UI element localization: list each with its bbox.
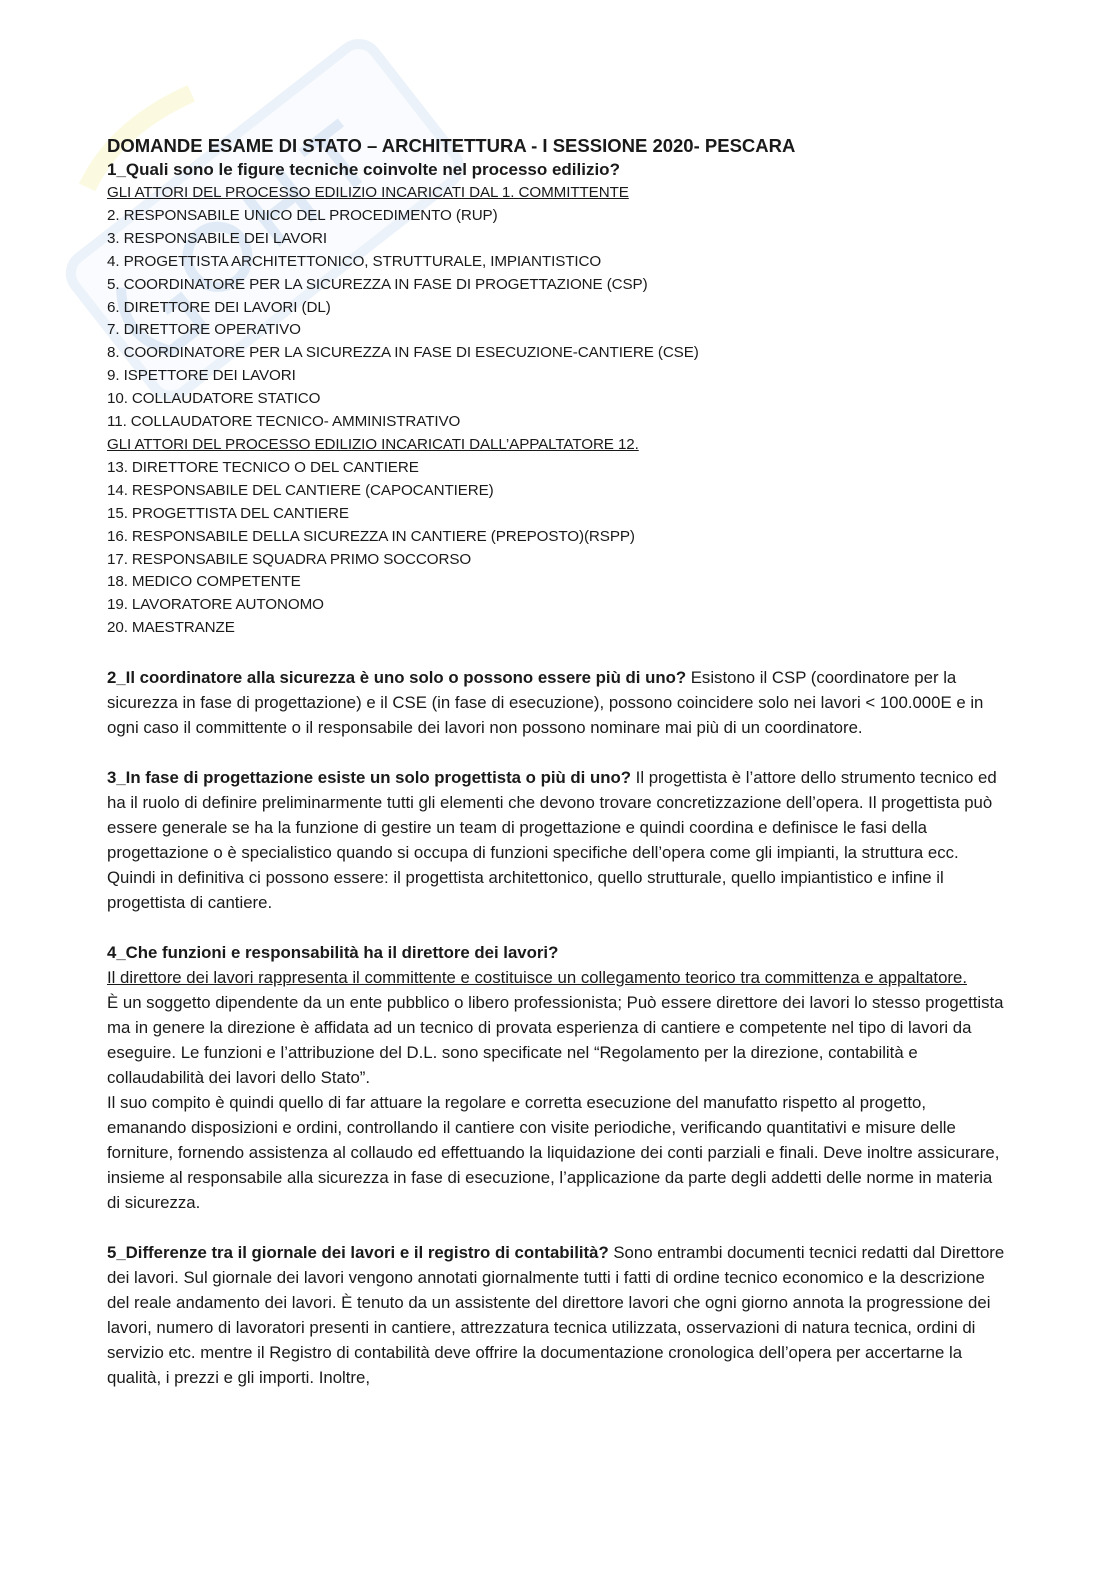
list-item: 4. PROGETTISTA ARCHITETTONICO, STRUTTURALE, IMPIANTISTICO [107,252,602,270]
list-item: 11. COLLAUDATORE TECNICO- AMMINISTRATIVO [107,413,461,431]
document-title: DOMANDE ESAME DI STATO – ARCHITETTURA - I SESSIONE 2020- PESCARA [107,135,796,156]
list-item: 8. COORDINATORE PER LA SICUREZZA IN FASE DI ESECUZIONE-CANTIERE (CSE) [107,344,699,362]
answer-5: Sono entrambi documenti tecnici redatti dal Direttore dei lavori. Sul giornale dei lavori vengono annotati giornalmente tutti i fatti di ordine tecnico economico e la descrizione del reale andamento dei lavori. È tenuto da un assistente del direttore lavori che ogni giorno annota la progressione dei lavori, numero di lavoratori presenti in cantiere, attrezzatura tecnica utilizzata, osservazioni di natura tecnica, ordini di servizio etc. mentre il Registro di contabilità deve offrire la documentazione cronologica dell’opera per accertarne la qualità, i prezzi e gli importi. Inoltre, [107,1243,1005,1388]
question-3-paragraph [107,765,1007,915]
list-item: 16. RESPONSABILE DELLA SICUREZZA IN CANTIERE (PREPOSTO)(RSPP) [107,527,635,545]
answer-4-underlined: Il direttore dei lavori rappresenta il committente e costituisce un collegamento teorico tra committenza e appaltatore. [107,968,967,988]
answer-4-paragraph-1: È un soggetto dipendente da un ente pubblico o libero professionista; Può essere direttore dei lavori lo stesso progettista ma in genere la direzione è affidata ad un tecnico di provata esperienza di cantiere e competente nel tipo di lavori da eseguire. Le funzioni e l’attribuzione del D.L. sono specificate nel “Regolamento per la direzione, contabilità e collaudabilità dei lavori dello Stato”. [107,993,1004,1088]
list-item: 7. DIRETTORE OPERATIVO [107,321,301,339]
answer-4-paragraph-2: Il suo compito è quindi quello di far attuare la regolare e corretta esecuzione del manufatto rispetto al progetto, emanando disposizioni e ordini, controllando il cantiere con visite periodiche, verificando quantitativi e misure delle forniture, fornendo assistenza al collaudo ed effettuando la liquidazione dei conti parziali e finali. Deve inoltre assicurare, insieme al responsabile alla sicurezza in fase di esecuzione, l’applicazione da parte degli addetti delle norme in materia di sicurezza. [107,1093,1000,1213]
question-5: 5_Differenze tra il giornale dei lavori e il registro di contabilità? [107,1243,609,1263]
list-item: 19. LAVORATORE AUTONOMO [107,596,324,614]
question-5-paragraph [107,1240,1007,1390]
answer-2: Esistono il CSP (coordinatore per la sicurezza in fase di progettazione) e il CSE (in fase di esecuzione), possono coincidere solo nei lavori < 100.000E e in ogni caso il committente o il responsabile dei lavori non possono nominare mai più di un coordinatore. [107,668,984,738]
answer-3: Il progettista è l’attore dello strumento tecnico ed ha il ruolo di definire preliminarmente tutti gli elementi che devono trovare concretizzazione dell’opera. Il progettista può essere generale se ha la funzione di gestire un team di progettazione e quindi coordina e definisce le fasi della progettazione o è specialistico quando si occupa di funzioni specifiche dell’opera come gli impianti, la struttura ecc. Quindi in definitiva ci possono essere: il progettista architettonico, quello strutturale, quello impiantistico e infine il progettista di cantiere. [107,768,997,913]
list-item: 13. DIRETTORE TECNICO O DEL CANTIERE [107,458,419,476]
list-item: 9. ISPETTORE DEI LAVORI [107,367,296,385]
question-2-paragraph [107,665,1007,740]
list-item: 10. COLLAUDATORE STATICO [107,390,321,408]
list-item: 2. RESPONSABILE UNICO DEL PROCEDIMENTO (RUP) [107,206,498,224]
question-2: 2_Il coordinatore alla sicurezza è uno solo o possono essere più di uno? [107,668,687,688]
question-4 [107,940,1007,965]
list-item: 18. MEDICO COMPETENTE [107,573,301,591]
list-item: 20. MAESTRANZE [107,619,235,637]
question-1: 1_Quali sono le figure tecniche coinvolte nel processo edilizio? [107,160,620,179]
list-item: 17. RESPONSABILE SQUADRA PRIMO SOCCORSO [107,550,472,568]
list-heading: GLI ATTORI DEL PROCESSO EDILIZIO INCARICATI DAL 1. COMMITTENTE [107,184,629,201]
document-page [107,134,1007,1390]
list-heading: GLI ATTORI DEL PROCESSO EDILIZIO INCARICATI DALL’APPALTATORE 12. [107,435,639,453]
list-item: 5. COORDINATORE PER LA SICUREZZA IN FASE DI PROGETTAZIONE (CSP) [107,275,648,293]
actors-list [107,182,1007,640]
list-item: 14. RESPONSABILE DEL CANTIERE (CAPOCANTIERE) [107,481,494,499]
question-3: 3_In fase di progettazione esiste un solo progettista o più di uno? [107,768,631,788]
list-item: 15. PROGETTISTA DEL CANTIERE [107,504,349,522]
list-item: 6. DIRETTORE DEI LAVORI (DL) [107,298,331,316]
list-item: 3. RESPONSABILE DEI LAVORI [107,229,327,247]
question-4-text: 4_Che funzioni e responsabilità ha il direttore dei lavori? [107,943,559,963]
